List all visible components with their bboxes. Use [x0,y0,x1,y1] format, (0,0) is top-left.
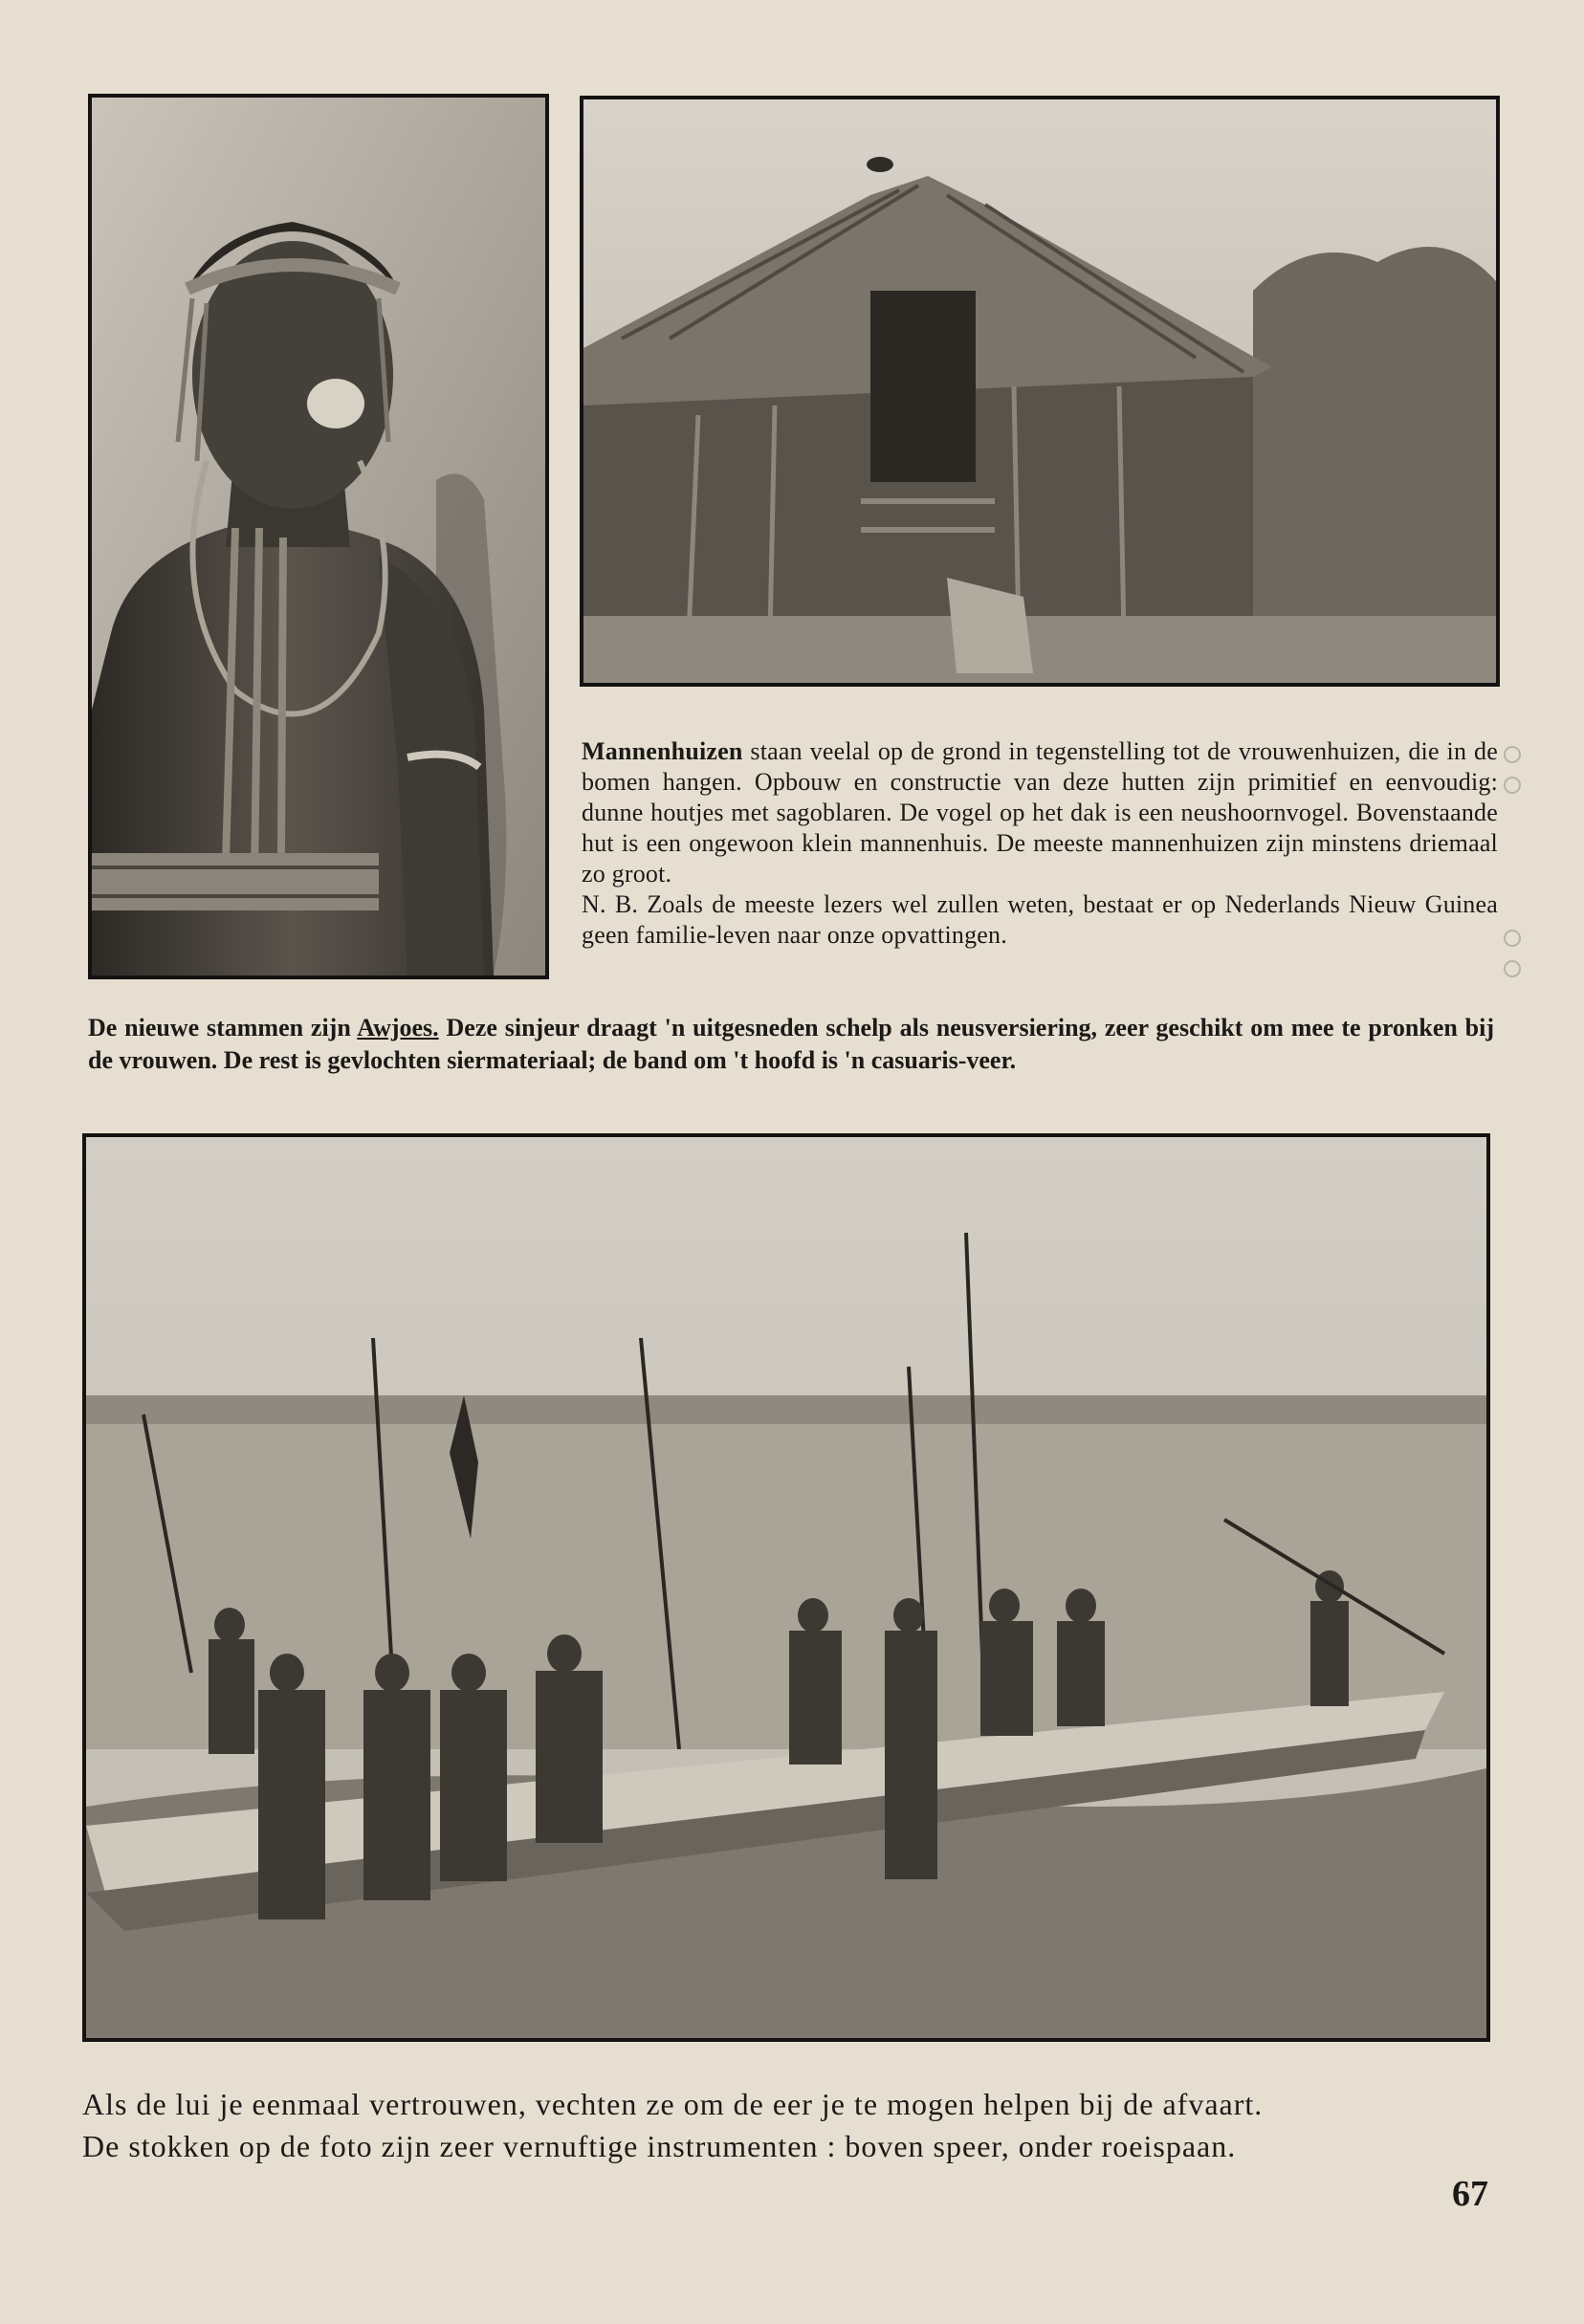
hut-caption-body: staan veelal op de grond in tegenstelling tot de vrouwenhuizen, die in de bomen hangen. Opbouw en constructie van deze hutten zijn primitief en eenvoudig: dunne houtjes met sagoblaren. De vogel op het dak is een neushoornvogel. Bovenstaande hut is een ongewoon klein mannenhuis. De meeste mannenhuizen zijn minstens driemaal zo groot. [582,737,1498,888]
portrait-caption [88,1012,1494,1077]
hut-caption-note: N. B. Zoals de meeste lezers wel zullen weten, bestaat er op Nederlands Nieuw Guinea geen familie-leven naar onze opvattingen. [582,890,1498,949]
hut-caption-text [582,736,1498,889]
margin-circle-mark [1504,777,1521,794]
canoe-image [86,1137,1486,2038]
margin-circle-mark [1504,960,1521,977]
hut-image [583,99,1496,683]
canoe-caption-line-2: De stokken op de foto zijn zeer vernuftige instrumenten : boven speer, onder roeispaan. [82,2129,1237,2163]
margin-circle-mark [1504,930,1521,947]
portrait-photo [88,94,549,979]
canoe-caption-line-1: Als de lui je eenmaal vertrouwen, vechten ze om de eer je te mogen helpen bij de afvaart. [82,2087,1264,2121]
portrait-image [92,98,545,976]
portrait-caption-tribe: Awjoes. [357,1014,439,1041]
hut-photo [580,96,1500,687]
hut-caption [582,736,1498,951]
portrait-caption-body: Deze sinjeur draagt 'n uitgesneden schelp als neusversiering, zeer geschikt om mee te pronken bij de vrouwen. De rest is gevlochten siermateriaal; de band om 't hoofd is 'n casuaris-veer. [88,1014,1494,1074]
page-number: 67 [1452,2174,1488,2214]
hut-caption-lead: Mannenhuizen [582,737,743,765]
canoe-caption [82,2083,1498,2167]
portrait-caption-intro: De nieuwe stammen zijn [88,1014,358,1041]
canoe-photo [82,1133,1490,2042]
margin-circle-mark [1504,746,1521,763]
